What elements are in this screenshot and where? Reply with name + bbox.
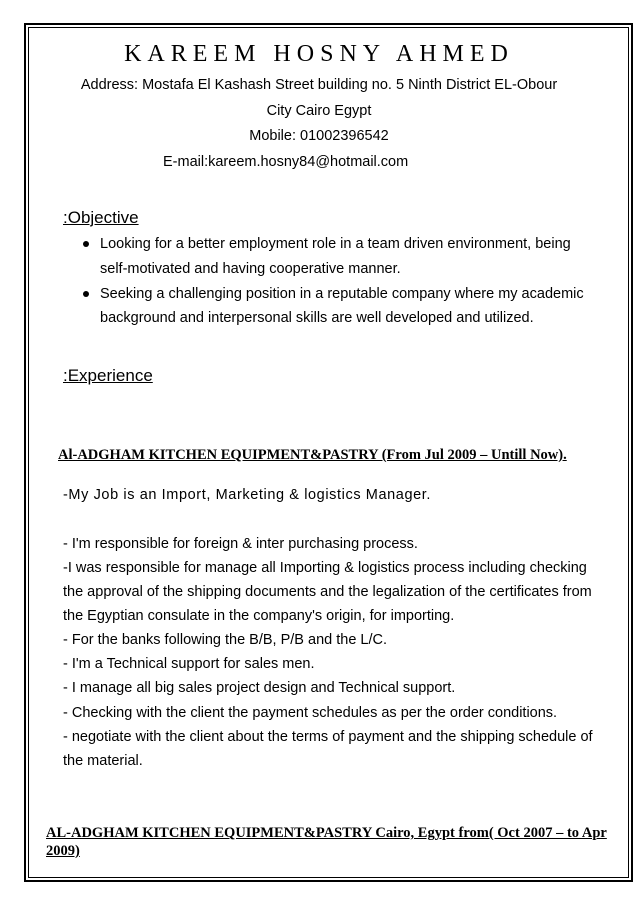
objective-bullet-1-line-1: Looking for a better employment role in a team driven environment, being [100,236,571,252]
mobile-number: Mobile: 01002396542 [249,128,389,144]
bullet-icon [83,241,89,247]
address-line-2: City Cairo Egypt [266,103,372,119]
duty-line: - Checking with the client the payment schedules as per the order conditions. [63,705,558,721]
candidate-name: KAREEM HOSNY AHMED [124,41,514,67]
job-title: -My Job is an Import, Marketing & logistics Manager. [63,487,432,503]
duty-line: -I was responsible for manage all Importing & logistics process including checking [63,560,587,576]
duty-line: the material. [63,753,143,769]
duty-line: - For the banks following the B/B, P/B and the L/C. [63,632,388,648]
duty-line: the approval of the shipping documents and the legalization of the certificates from [63,584,592,600]
company-1-title: Al-ADGHAM KITCHEN EQUIPMENT&PASTRY (From Jul 2009 – Untill Now). [58,447,567,463]
company-2-title-line-2: 2009) [46,843,80,859]
objective-heading: :Objective [63,208,139,227]
duty-line: the Egyptian consulate in the company's origin, for importing. [63,608,455,624]
company-2-title-line-1: AL-ADGHAM KITCHEN EQUIPMENT&PASTRY Cairo, Egypt from( Oct 2007 – to Apr [46,825,607,841]
objective-bullet-1-line-2: self-motivated and having cooperative manner. [100,261,401,277]
objective-bullet-2-line-1: Seeking a challenging position in a reputable company where my academic [100,286,584,302]
objective-bullet-2-line-2: background and interpersonal skills are well developed and utilized. [100,310,534,326]
experience-heading: :Experience [63,366,153,385]
duty-line: - I'm a Technical support for sales men. [63,656,315,672]
duty-line: - I'm responsible for foreign & inter purchasing process. [63,536,418,552]
email-address: E-mail:kareem.hosny84@hotmail.com [163,154,409,170]
bullet-icon [83,291,89,297]
address-line-1: Address: Mostafa El Kashash Street building no. 5 Ninth District EL-Obour [80,77,558,93]
duty-line: - I manage all big sales project design and Technical support. [63,680,456,696]
duty-line: - negotiate with the client about the terms of payment and the shipping schedule of [63,729,593,745]
